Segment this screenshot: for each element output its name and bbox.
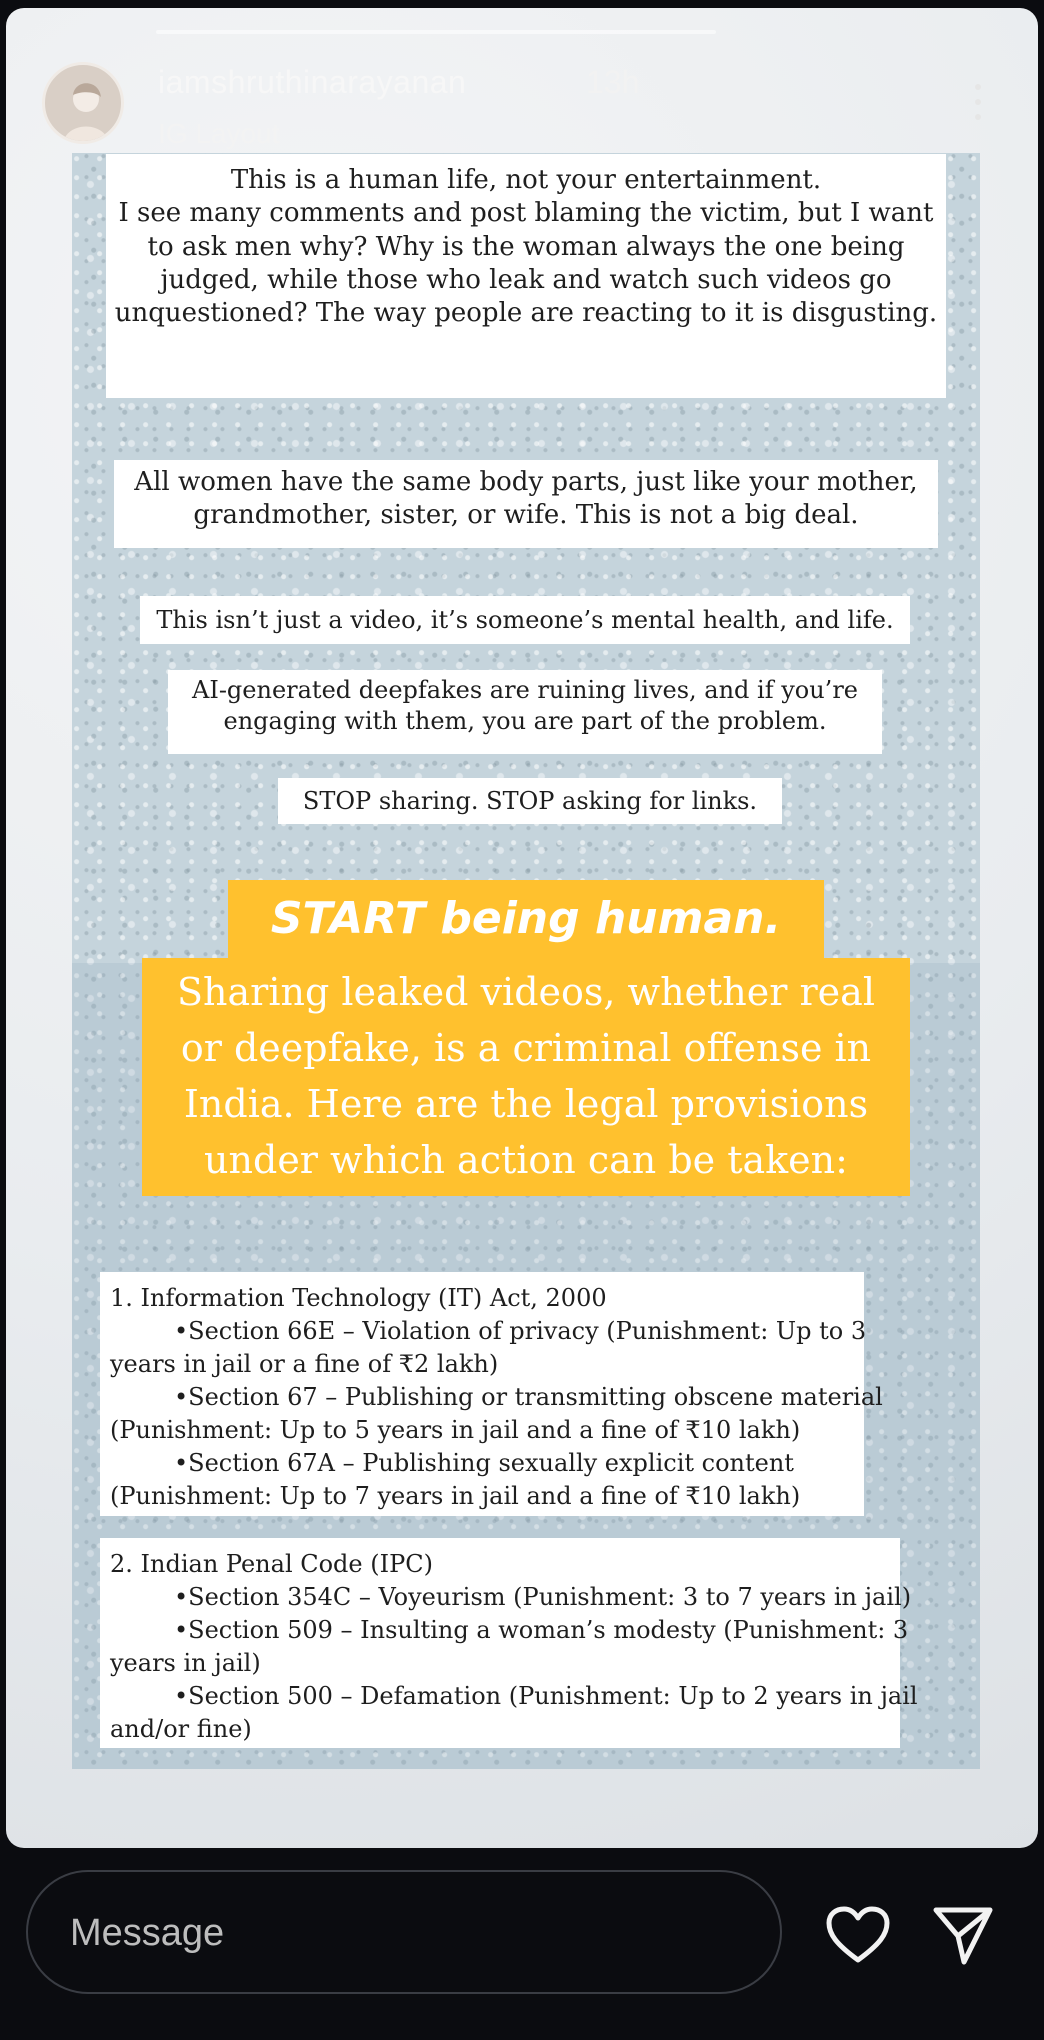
legal-line: •Section 67A – Publishing sexually explicit content: [174, 1449, 794, 1477]
legal-line: •Section 509 – Insulting a woman’s modesty (Punishment: 3: [174, 1616, 909, 1644]
legal-heading: 1. Information Technology (IT) Act, 2000: [110, 1284, 607, 1312]
legal-heading: 2. Indian Penal Code (IPC): [110, 1550, 433, 1578]
avatar-portrait-icon: [45, 65, 124, 144]
text-note-stop-sharing: [278, 778, 782, 824]
story-time: 13h: [586, 64, 640, 100]
more-vertical-icon[interactable]: [974, 84, 982, 134]
story-subtitle[interactable]: IG Layout: [158, 118, 280, 149]
story-username[interactable]: iamshruthinarayanan: [158, 64, 467, 100]
heart-icon[interactable]: [826, 1906, 890, 1964]
legal-line: •Section 354C – Voyeurism (Punishment: 3 to 7 years in jail): [174, 1583, 912, 1611]
legal-line: (Punishment: Up to 5 years in jail and a fine of ₹10 lakh): [110, 1416, 801, 1444]
story-progress-bar: [156, 30, 716, 34]
highlight-body: Sharing leaked videos, whether real or deepfake, is a criminal offense in India. Here are the legal provisions under which action can be taken:: [142, 958, 910, 1196]
legal-box-ipc: [100, 1538, 918, 1748]
send-icon[interactable]: [930, 1902, 996, 1968]
legal-line: (Punishment: Up to 7 years in jail and a fine of ₹10 lakh): [110, 1482, 801, 1510]
legal-line: •Section 66E – Violation of privacy (Punishment: Up to 3: [174, 1317, 867, 1345]
avatar[interactable]: [42, 62, 124, 144]
story-card[interactable]: [6, 8, 1038, 1848]
legal-box-it-act: [100, 1272, 883, 1516]
message-input[interactable]: [26, 1870, 782, 1994]
note-text: This isn’t just a video, it’s someone’s mental health, and life.: [156, 606, 894, 634]
note-text: AI-generated deepfakes are ruining lives, and if you’re engaging with them, you are part of the problem.: [192, 676, 858, 735]
text-note-mental-health: [140, 596, 910, 644]
text-note-deepfakes: [168, 670, 882, 754]
legal-line: years in jail or a fine of ₹2 lakh): [110, 1350, 499, 1378]
text-note-human-life: [106, 154, 946, 398]
legal-line: •Section 500 – Defamation (Punishment: Up to 2 years in jail: [174, 1682, 918, 1710]
note-text: STOP sharing. STOP asking for links.: [302, 787, 758, 815]
note-text: This is a human life, not your entertainment. I see many comments and post blaming the victim, but I want to ask men why? Why is the woman always the one being judged, while those who leak and watch such videos go unquestioned? The way people are reacting to it is disgusting.: [114, 165, 938, 329]
highlight-title: START being human.: [228, 880, 824, 958]
legal-line: years in jail): [110, 1649, 261, 1677]
note-text: All women have the same body parts, just like your mother, grandmother, sister, or wife. This is not a big deal.: [134, 467, 918, 531]
text-note-body-parts: [114, 460, 938, 548]
legal-line: and/or fine): [110, 1715, 252, 1743]
message-placeholder: Message: [70, 1912, 225, 1954]
legal-line: •Section 67 – Publishing or transmitting obscene material: [174, 1383, 883, 1411]
